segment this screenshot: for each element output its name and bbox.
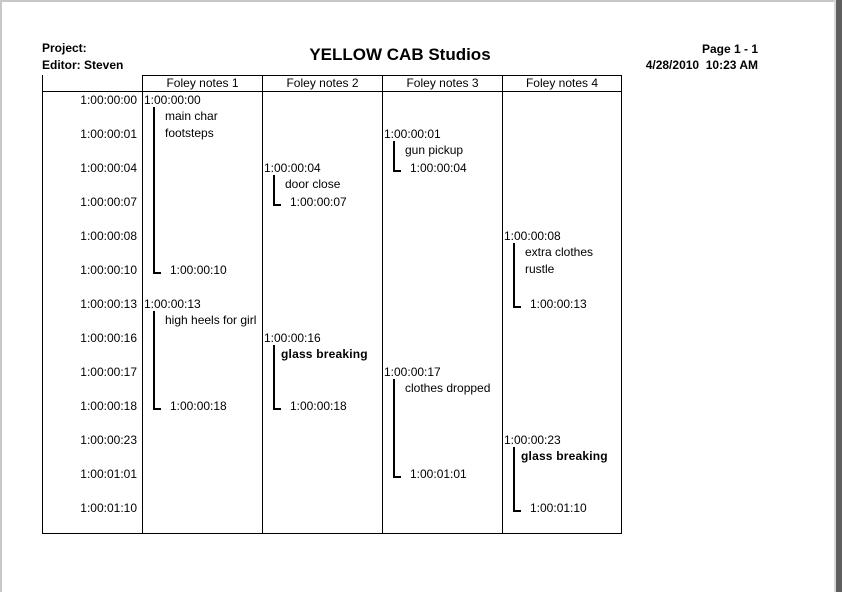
event-end-timecode: 1:00:00:13 <box>530 297 587 311</box>
event-end-timecode: 1:00:00:18 <box>290 399 347 413</box>
column-divider <box>382 75 383 534</box>
timecode-label: 1:00:01:10 <box>80 501 137 515</box>
event-end-tick <box>273 204 281 206</box>
event-end-timecode: 1:00:01:01 <box>410 467 467 481</box>
event-duration-bar <box>273 345 275 410</box>
timecode-label: 1:00:00:04 <box>80 161 137 175</box>
column-header-4: Foley notes 4 <box>502 75 622 92</box>
event-duration-bar <box>513 243 515 308</box>
event-start-timecode: 1:00:00:13 <box>144 297 201 311</box>
timecode-label: 1:00:00:16 <box>80 331 137 345</box>
event-end-tick <box>513 510 521 512</box>
event-start-timecode: 1:00:00:16 <box>264 331 321 345</box>
timecode-label: 1:00:00:13 <box>80 297 137 311</box>
event-start-timecode: 1:00:00:23 <box>504 433 561 447</box>
timecode-label: 1:00:00:07 <box>80 195 137 209</box>
timecode-label: 1:00:00:17 <box>80 365 137 379</box>
event-end-timecode: 1:00:00:18 <box>170 399 227 413</box>
timecode-label: 1:00:00:10 <box>80 263 137 277</box>
event-end-timecode: 1:00:00:10 <box>170 263 227 277</box>
event-duration-bar <box>273 175 275 206</box>
timecode-label: 1:00:00:23 <box>80 433 137 447</box>
event-duration-bar <box>393 379 395 478</box>
editor-label: Editor: Steven <box>42 58 124 72</box>
event-start-timecode: 1:00:00:01 <box>384 127 441 141</box>
event-end-tick <box>393 476 401 478</box>
column-header-2: Foley notes 2 <box>262 75 383 92</box>
event-duration-bar <box>393 141 395 172</box>
window-top-border <box>0 0 842 2</box>
window-right-border <box>836 0 842 592</box>
timecode-label: 1:00:00:00 <box>80 93 137 107</box>
event-end-timecode: 1:00:01:10 <box>530 501 587 515</box>
column-divider <box>502 75 503 534</box>
event-end-tick <box>153 408 161 410</box>
report-datetime: 4/28/2010 10:23 AM <box>645 58 758 72</box>
event-duration-bar <box>513 447 515 512</box>
timecode-label: 1:00:00:18 <box>80 399 137 413</box>
column-divider <box>262 75 263 534</box>
event-label: extra clothes rustle <box>525 245 594 276</box>
page-number: Page 1 - 1 <box>701 42 758 56</box>
event-label: main char footsteps <box>165 109 218 140</box>
report-title: YELLOW CAB Studios <box>309 45 491 64</box>
window-left-border <box>0 0 2 592</box>
event-duration-bar <box>153 107 155 274</box>
timecode-label: 1:00:01:01 <box>80 467 137 481</box>
event-end-timecode: 1:00:00:07 <box>290 195 347 209</box>
timecode-label: 1:00:00:01 <box>80 127 137 141</box>
column-header-3: Foley notes 3 <box>382 75 503 92</box>
event-label: door close <box>285 177 341 191</box>
event-label: high heels for girl <box>165 313 257 327</box>
event-start-timecode: 1:00:00:04 <box>264 161 321 175</box>
event-start-timecode: 1:00:00:08 <box>504 229 561 243</box>
event-end-tick <box>513 306 521 308</box>
event-end-tick <box>393 170 401 172</box>
column-header-1: Foley notes 1 <box>142 75 263 92</box>
event-duration-bar <box>153 311 155 410</box>
timecode-label: 1:00:00:08 <box>80 229 137 243</box>
column-divider <box>142 75 143 534</box>
event-end-timecode: 1:00:00:04 <box>410 161 467 175</box>
event-start-timecode: 1:00:00:17 <box>384 365 441 379</box>
event-start-timecode: 1:00:00:00 <box>144 93 201 107</box>
event-end-tick <box>273 408 281 410</box>
event-label: gun pickup <box>405 143 464 157</box>
event-label: glass breaking <box>281 347 368 361</box>
event-label: glass breaking <box>521 449 608 463</box>
project-label: Project: <box>42 41 87 55</box>
event-end-tick <box>153 272 161 274</box>
event-label: clothes dropped <box>405 381 491 395</box>
